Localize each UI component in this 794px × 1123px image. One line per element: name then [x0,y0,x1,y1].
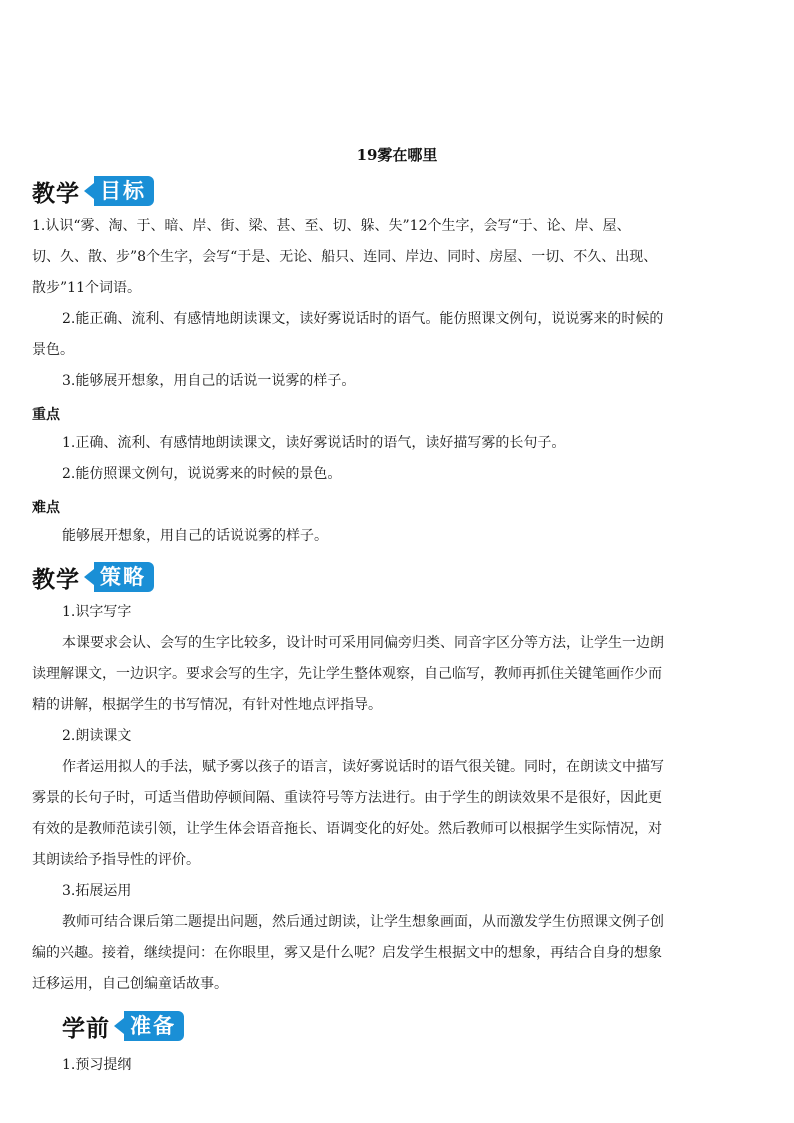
goal-line: 景色。 [32,342,74,358]
key-point-line: 1.正确、流利、有感情地朗读课文，读好雾说话时的语气，读好描写雾的长句子。 [62,435,566,451]
goal-line: 1.认识“雾、淘、于、暗、岸、街、梁、甚、至、切、躲、失”12个生字，会写“于、论、岸、屋、 [32,218,631,234]
strategy-line: 编的兴趣。接着，继续提问：在你眼里，雾又是什么呢？启发学生根据文中的想象，再结合自身的想象 [32,945,662,961]
prep-item: 1.预习提纲 [62,1057,132,1073]
key-point-line: 2.能仿照课文例句，说说雾来的时候的景色。 [62,466,342,482]
goal-line: 切、久、散、步”8个生字，会写“于是、无论、船只、连同、岸边、同时、房屋、一切、不久、出现、 [32,249,658,265]
section-header-goals [32,174,154,208]
goal-line: 2.能正确、流利、有感情地朗读课文，读好雾说话时的语气。能仿照课文例句，说说雾来的时候的 [62,311,664,327]
arrow-left-icon [114,1018,124,1034]
page-title: 19雾在哪里 [356,146,438,164]
arrow-left-icon [84,183,94,199]
section-header-blue-text: 策略 [94,562,154,592]
strategy-line: 雾景的长句子时，可适当借助停顿间隔、重读符号等方法进行。由于学生的朗读效果不是很好，因此更 [32,790,662,806]
strategy-line: 有效的是教师范读引领，让学生体会语音拖长、语调变化的好处。然后教师可以根据学生实际情况，对 [32,821,662,837]
section-header-tab [84,176,154,206]
strategy-line: 读理解课文，一边识字。要求会写的生字，先让学生整体观察，自己临写，教师再抓住关键笔画作少而 [32,666,662,682]
difficulty-line: 能够展开想象，用自己的话说说雾的样子。 [62,528,328,544]
strategy-line: 作者运用拟人的手法，赋予雾以孩子的语言，读好雾说话时的语气很关键。同时，在朗读文中描写 [62,759,664,775]
section-header-blue-text: 准备 [124,1011,184,1041]
section-header-black-text: 学前 [62,1015,110,1042]
strategy-heading: 3.拓展运用 [62,883,132,899]
key-points-label: 重点 [32,407,60,423]
strategy-line: 本课要求会认、会写的生字比较多，设计时可采用同偏旁归类、同音字区分等方法，让学生一边朗 [62,635,664,651]
difficulty-label: 难点 [32,500,60,516]
goal-line: 散步”11个词语。 [32,280,141,296]
strategy-line: 其朗读给予指导性的评价。 [32,852,200,868]
section-header-blue-text: 目标 [94,176,154,206]
section-header-tab [114,1011,184,1041]
section-header-strategy [32,560,154,594]
strategy-line: 教师可结合课后第二题提出问题，然后通过朗读，让学生想象画面，从而激发学生仿照课文例子创 [62,914,664,930]
arrow-left-icon [84,569,94,585]
section-header-black-text: 教学 [32,566,80,593]
section-header-tab [84,562,154,592]
section-header-prep [62,1009,184,1043]
strategy-line: 精的讲解，根据学生的书写情况，有针对性地点评指导。 [32,697,382,713]
goal-line: 3.能够展开想象，用自己的话说一说雾的样子。 [62,373,356,389]
section-header-black-text: 教学 [32,180,80,207]
strategy-line: 迁移运用，自己创编童话故事。 [32,976,228,992]
strategy-heading: 1.识字写字 [62,604,132,620]
strategy-heading: 2.朗读课文 [62,728,132,744]
